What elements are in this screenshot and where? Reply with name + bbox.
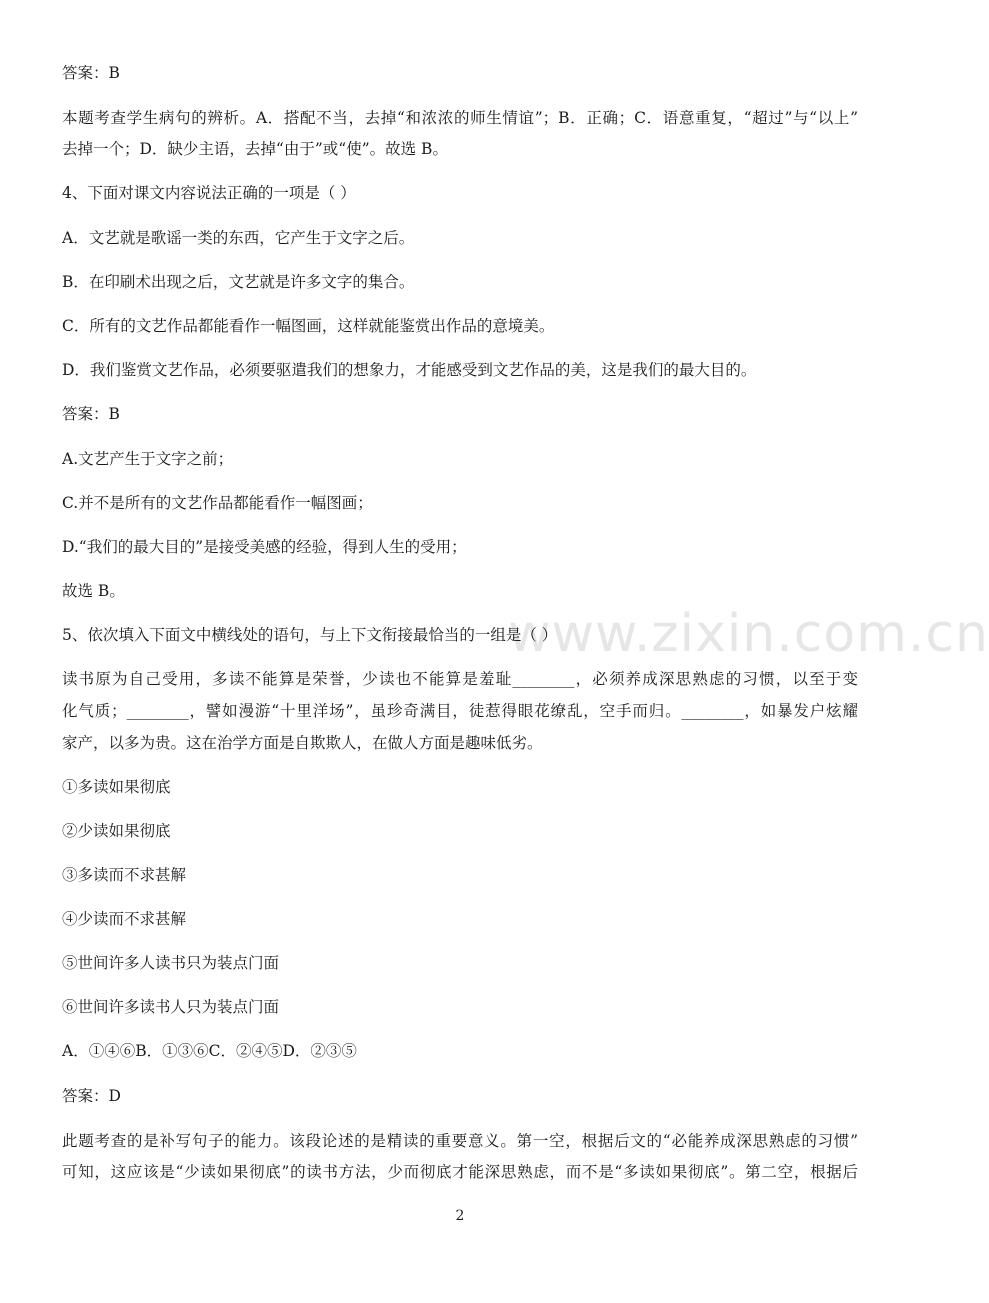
- choice-item: ⑤世间许多人读书只为装点门面: [62, 954, 280, 972]
- answer-line: 答案：D: [62, 1087, 121, 1105]
- option-d: D．我们鉴赏文艺作品，必须要驱遣我们的想象力，才能感受到文艺作品的美，这是我们的最大目的。: [62, 361, 757, 379]
- answer-line: 答案：B: [62, 64, 120, 82]
- choice-item: ④少读而不求甚解: [62, 910, 187, 928]
- choice-item: ⑥世间许多读书人只为装点门面: [62, 998, 280, 1016]
- explanation-line: A.文艺产生于文字之前；: [62, 450, 234, 468]
- question-4-stem: 4、下面对课文内容说法正确的一项是（ ）: [62, 184, 356, 202]
- option-c: C．所有的文艺作品都能看作一幅图画，这样就能鉴赏出作品的意境美。: [62, 317, 555, 335]
- page-number: 2: [455, 1208, 465, 1224]
- option-b: B．在印刷术出现之后，文艺就是许多文字的集合。: [62, 273, 415, 291]
- passage-line: 家产，以多为贵。这在治学方面是自欺欺人，在做人方面是趣味低劣。: [62, 734, 543, 752]
- answer-line: 答案：B: [62, 405, 120, 423]
- choice-item: ①多读如果彻底: [62, 778, 171, 796]
- watermark: www.zixin.com.cn: [508, 604, 989, 664]
- conclusion-line: 故选 B。: [62, 582, 125, 600]
- question-5-stem: 5、依次填入下面文中横线处的语句，与上下文衔接最恰当的一组是（ ）: [62, 626, 558, 644]
- explanation-line: 本题考查学生病句的辨析。A．搭配不当，去掉“和浓浓的师生情谊”；B．正确；C．语意重复，“超过”与“以上”: [62, 109, 858, 127]
- option-a: A．文艺就是歌谣一类的东西，它产生于文字之后。: [62, 229, 415, 247]
- explanation-line: 此题考查的是补写句子的能力。该段论述的是精读的重要意义。第一空，根据后文的“必能养成深思熟虑的习惯”: [62, 1132, 858, 1150]
- choice-item: ②少读如果彻底: [62, 822, 171, 840]
- explanation-line: 去掉一个；D．缺少主语，去掉“由于”或“使”。故选 B。: [62, 140, 448, 158]
- options-line: A．①④⑥B．①③⑥C．②④⑤D．②③⑤: [62, 1042, 357, 1060]
- passage-line: 化气质；________，譬如漫游“十里洋场”，虽珍奇满目，徒惹得眼花缭乱，空手而归。________，如暴发户炫耀: [62, 702, 858, 720]
- choice-item: ③多读而不求甚解: [62, 866, 187, 884]
- explanation-line: 可知，这应该是“少读如果彻底”的读书方法，少而彻底才能深思熟虑，而不是“多读如果彻底”。第二空，根据后: [62, 1163, 858, 1181]
- explanation-line: D.“我们的最大目的”是接受美感的经验，得到人生的受用；: [62, 538, 467, 556]
- passage-line: 读书原为自己受用，多读不能算是荣誉，少读也不能算是羞耻________，必须养成深思熟虑的习惯，以至于变: [62, 670, 858, 688]
- explanation-line: C.并不是所有的文艺作品都能看作一幅图画；: [62, 494, 373, 512]
